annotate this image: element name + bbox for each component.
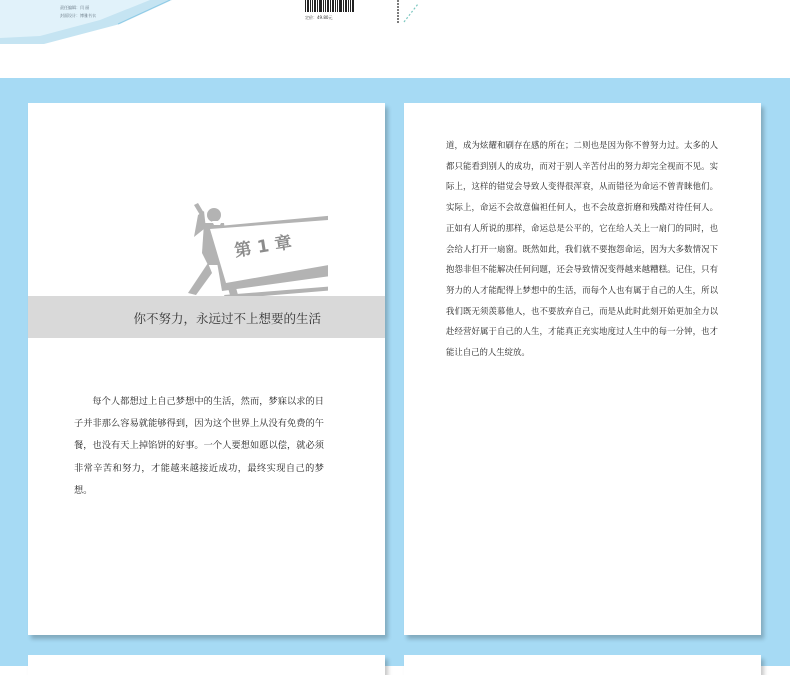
chapter-subtitle: 你不努力，永远过不上想要的生活 bbox=[133, 311, 321, 326]
chapter-label: 第 1 章 bbox=[233, 232, 294, 262]
chapter-intro-paragraph: 每个人都想过上自己梦想中的生活，然而，梦寐以求的日子并非那么容易就能够得到，因为这个世界上从没有免费的午餐，也没有天上掉馅饼的好事。一个人要想如愿以偿，就必须非常辛苦和努力，才能越来越接近成功，最终实现自己的梦想。 bbox=[74, 396, 324, 496]
book-page-left bbox=[28, 103, 385, 635]
cover-corner bbox=[0, 0, 180, 44]
book-page-next-right bbox=[404, 655, 761, 675]
body-paragraph: 道，成为炫耀和刷存在感的所在；二则也是因为你不曾努力过。太多的人都只能看到别人的成功，而对于别人辛苦付出的努力却完全视而不见。实际上，这样的错觉会导致人变得很浑衰，从而错径为命运不曾青睐他们。实际上，命运不会故意偏袒任何人，也不会故意折磨和残酷对待任何人。正如有人所说的那样，命运总是公平的，它在给人关上一扇门的同时，也会给人打开一扇窗。既然如此，我们就不要抱怨命运，因为大多数情况下抱怨非但不能解决任何问题，还会导致情况变得越来越糟糕。记住，只有努力的人才能配得上梦想中的生活，而每个人也有属于自己的人生，所以我们既无须羡慕他人，也不要放弃自己，而是从此时此刻开始更加全力以赴经营好属于自己的人生，才能真正充实地度过人生中的每一分钟，也才能让自己的人生绽放。 bbox=[446, 140, 718, 358]
cover-credit-line: 封面设计：博雅书衣 bbox=[60, 13, 96, 18]
book-page-right bbox=[404, 103, 761, 635]
cover-credit-line: 责任编辑：闫 丽 bbox=[60, 5, 90, 10]
cover-credits bbox=[60, 4, 96, 20]
spine-graphic bbox=[396, 0, 420, 26]
chapter-illustration bbox=[168, 203, 328, 303]
price-label: 定价：49.80元 bbox=[305, 15, 333, 20]
chapter-subtitle-band bbox=[28, 296, 385, 338]
book-page-next-left bbox=[28, 655, 385, 675]
cover-preview-strip bbox=[0, 0, 790, 78]
